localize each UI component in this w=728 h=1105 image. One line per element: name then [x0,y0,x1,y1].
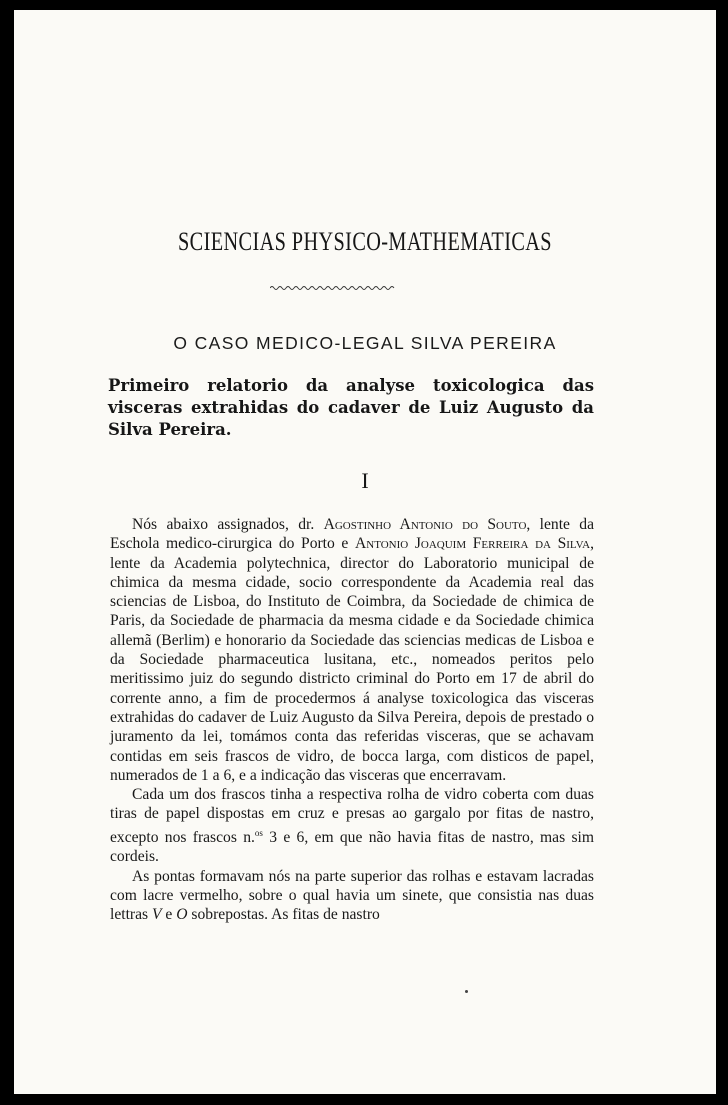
body-text [110,515,594,924]
paragraph-3: As pontas formavam nós na parte superior das rolhas e estavam lacradas com lacre vermelho, sobre o qual havia um sinete, que consistia nas duas lettras V e O sobrepostas. As fitas de nastro [110,867,594,924]
paragraph-2: Cada um dos frascos tinha a respectiva rolha de vidro coberta com duas tiras de papel dispostas em cruz e presas ao gargalo por fitas de nastro, excepto nos frascos n.$^{os}$ 3 e 6, em que não havia fitas de nastro, mas sim cordeis. [110,786,594,866]
article-title: O CASO MEDICO-LEGAL SILVA PEREIRA [173,333,557,353]
section-number: I [361,468,369,493]
section-title: SCIENCIAS PHYSICO-MATHEMATICAS [178,227,552,256]
wavy-ornament-divider [270,284,396,292]
paragraph-1: Nós abaixo assignados, dr. Agostinho Antonio do Souto, lente da Eschola medico-cirurgica do Porto e Antonio Joaquim Ferreira da Silva, lente da Academia polytechnica, director do Laboratorio municipal de chimica da mesma cidade, socio correspondente da Academia real das sciencias de Lisboa, do Instituto de Coimbra, da Sociedade de chimica de Paris, da Sociedade de pharmacia da mesma cidade e da Sociedade chimica allemã (Berlim) e honorario da Sociedade das sciencias medicas de Lisboa e da Sociedade pharmaceutica lusitana, etc., nomeados peritos pelo meritissimo juiz do segundo districto criminal do Porto em 17 de abril do corrente anno, a fim de procedermos á analyse toxicologica das visceras extrahidas do cadaver de Luiz Augusto da Silva Pereira, depois de prestado o juramento da lei, tomámos conta das referidas visceras, que se achavam contidas em seis frascos de vidro, de bocca larga, com disticos de papel, numerados de 1 a 6, e a indicação das visceras que encerravam. [110,516,595,784]
article-subtitle: Primeiro relatorio da analyse toxicologica das visceras extrahidas do cadaver de Luiz Augusto da Silva Pereira. [108,376,594,439]
ink-speck [465,990,468,993]
document-page [14,10,716,1094]
author-name: Antonio Joaquim Ferreira da Silva [354,535,591,553]
author-name: Agostinho Antonio do Souto [323,516,527,533]
